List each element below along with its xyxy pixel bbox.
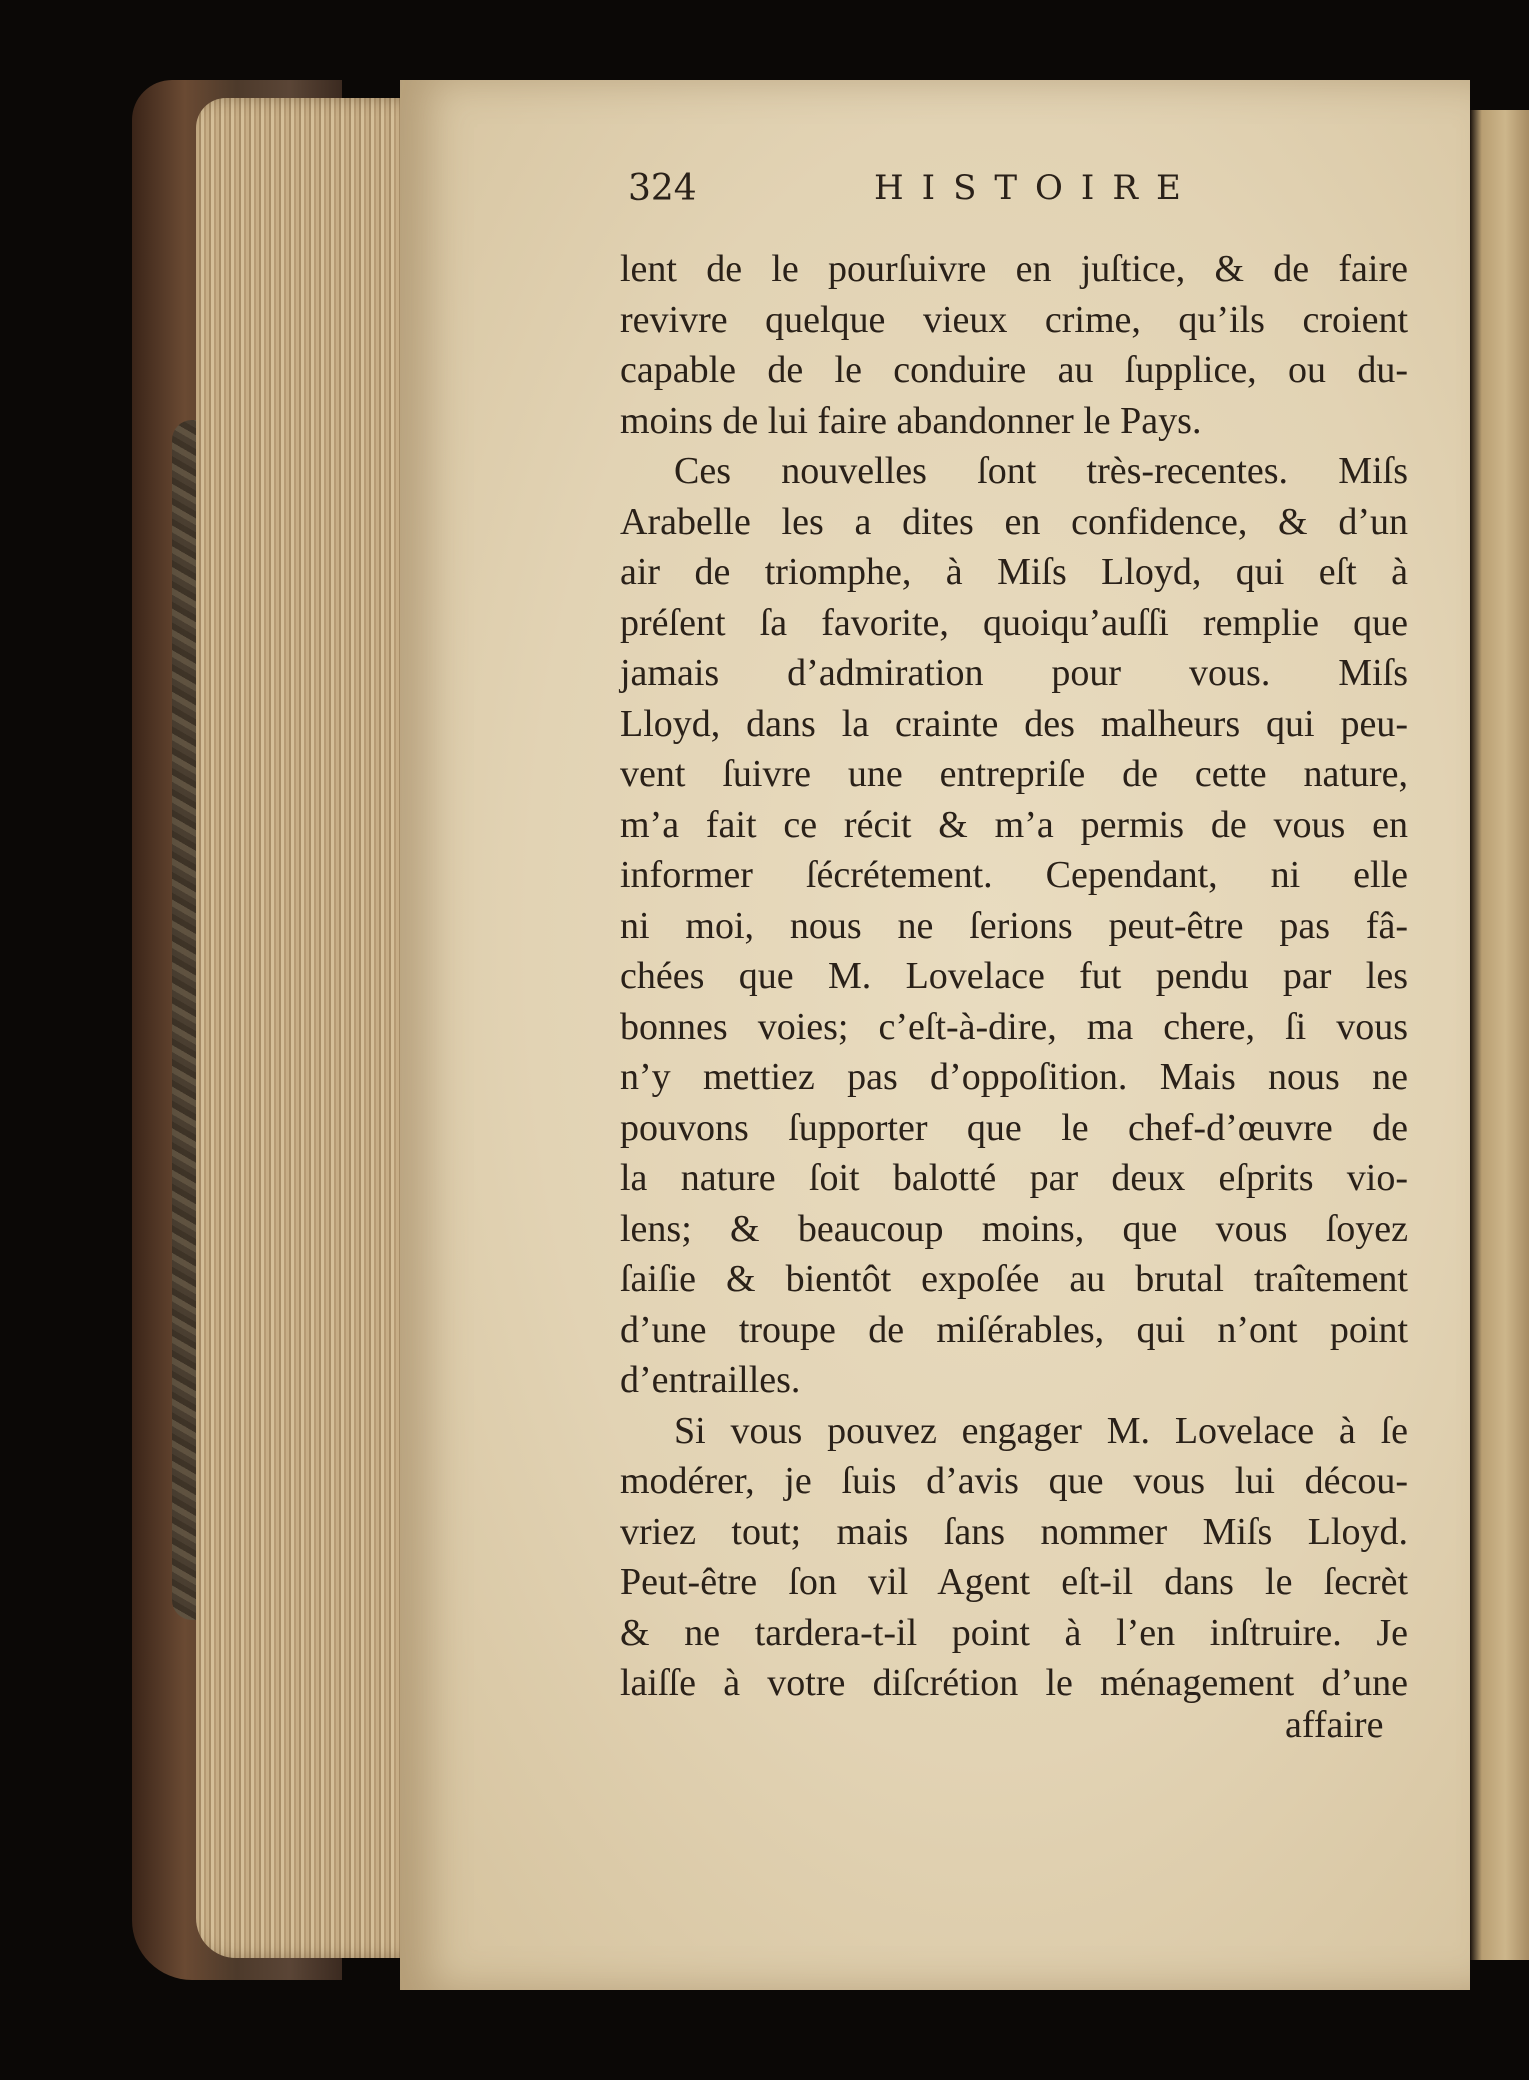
text-line: n’y mettiez pas d’oppoſition. Mais nous ne: [620, 1056, 1408, 1098]
text-line: ſaiſie & bientôt expoſée au brutal traîtement: [620, 1258, 1408, 1300]
facing-page-edge: [1470, 110, 1529, 1960]
text-line: moins de lui faire abandonner le Pays.: [620, 399, 1202, 442]
text-line: & ne tardera-t-il point à l’en inſtruire. Je: [620, 1611, 1408, 1654]
catchword: affaire: [1285, 1704, 1384, 1746]
text-line: Arabelle les a dites en confidence, & d’un: [620, 500, 1408, 543]
text-line: Peut-être ſon vil Agent eſt-il dans le ſecrèt: [620, 1561, 1408, 1603]
text-line: revivre quelque vieux crime, qu’ils croient: [620, 298, 1408, 341]
text-line: jamais d’admiration pour vous. Miſs: [620, 652, 1408, 694]
text-line: chées que M. Lovelace fut pendu par les: [620, 955, 1408, 997]
text-line: Ces nouvelles ſont très-recentes. Miſs: [674, 450, 1408, 492]
text-line: d’entrailles.: [620, 1359, 801, 1401]
text-line: la nature ſoit balotté par deux eſprits vio-: [620, 1157, 1408, 1199]
text-line: capable de le conduire au ſupplice, ou du-: [620, 349, 1408, 391]
text-line: bonnes voies; c’eſt-à-dire, ma chere, ſi vous: [620, 1005, 1408, 1048]
text-line: modérer, je ſuis d’avis que vous lui décou-: [620, 1460, 1408, 1502]
text-line: m’a fait ce récit & m’a permis de vous en: [620, 803, 1408, 846]
text-line: Si vous pouvez engager M. Lovelace à ſe: [674, 1409, 1408, 1452]
running-head: HISTOIRE: [874, 168, 1199, 208]
text-line: laiſſe à votre diſcrétion le ménagement d’une: [620, 1662, 1408, 1704]
text-line: lens; & beaucoup moins, que vous ſoyez: [620, 1207, 1408, 1250]
page-number: 324: [628, 168, 697, 209]
text-line: Lloyd, dans la crainte des malheurs qui peu-: [620, 702, 1408, 745]
text-line: air de triomphe, à Miſs Lloyd, qui eſt à: [620, 551, 1408, 593]
text-line: ni moi, nous ne ſerions peut-être pas fâ-: [620, 904, 1408, 947]
body-text: [620, 244, 1408, 1709]
text-line: d’une troupe de miſérables, qui n’ont point: [620, 1308, 1408, 1351]
page-header: [628, 168, 1428, 228]
text-line: vriez tout; mais ſans nommer Miſs Lloyd.: [620, 1510, 1408, 1553]
text-line: informer ſécrétement. Cependant, ni elle: [620, 854, 1408, 896]
text-line: vent ſuivre une entrepriſe de cette nature,: [620, 753, 1408, 795]
text-line: préſent ſa favorite, quoiqu’auſſi remplie que: [620, 601, 1408, 644]
text-line: pouvons ſupporter que le chef-d’œuvre de: [620, 1106, 1408, 1149]
text-line: lent de le pourſuivre en juſtice, & de faire: [620, 248, 1408, 290]
